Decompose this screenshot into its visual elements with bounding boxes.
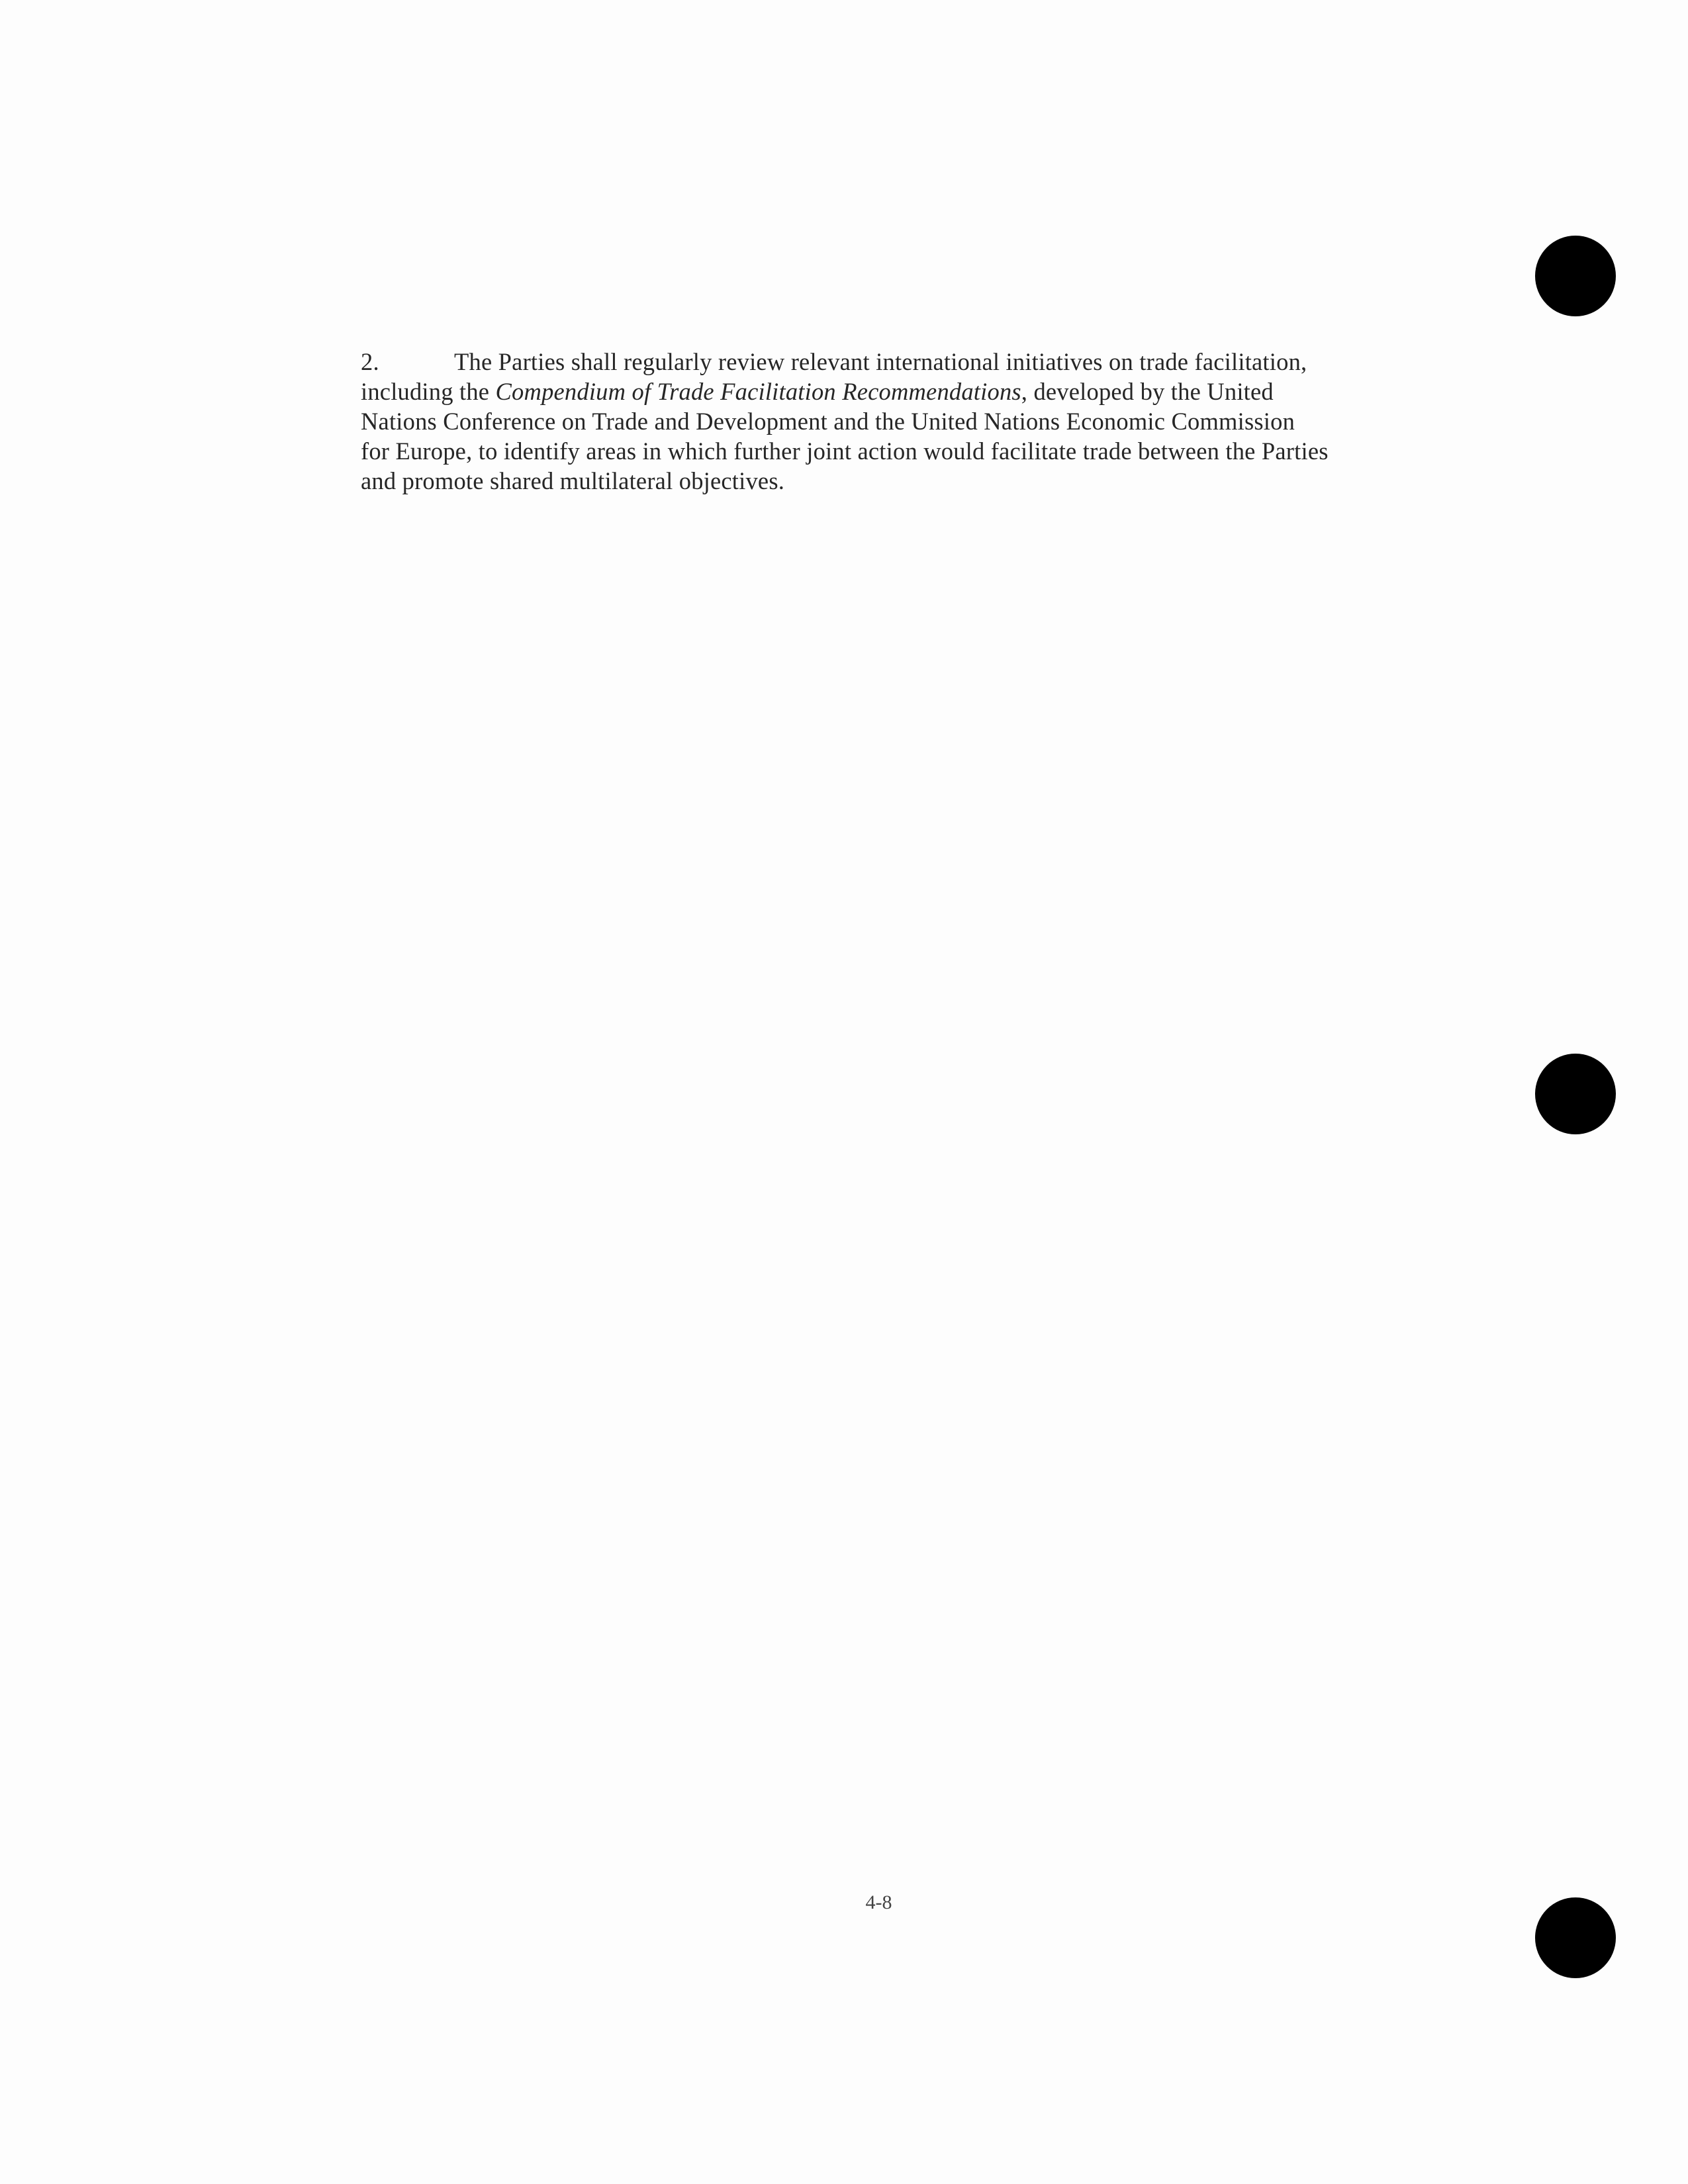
paragraph-line-1 (361, 347, 1380, 377)
paragraph-number: 2. (361, 348, 379, 375)
paragraph-line-3: Nations Conference on Trade and Development and the United Nations Economic Commission (361, 408, 1295, 435)
punch-hole-middle (1535, 1054, 1616, 1134)
paragraph-line-2-before: including the (361, 378, 496, 405)
paragraph-line-1-text: The Parties shall regularly review relevant international initiatives on trade facilitation, (454, 348, 1307, 375)
compendium-title: Compendium of Trade Facilitation Recommendations (495, 378, 1021, 405)
paragraph-line-5: and promote shared multilateral objectives. (361, 467, 785, 494)
paragraph-2 (361, 347, 1380, 496)
punch-hole-top (1535, 236, 1616, 316)
paragraph-line-2 (361, 377, 1380, 406)
page-number: 4-8 (865, 1891, 892, 1913)
paragraph-line-2-after: , developed by the United (1021, 378, 1274, 405)
paragraph-line-4: for Europe, to identify areas in which further joint action would facilitate trade between the Parties (361, 437, 1329, 465)
